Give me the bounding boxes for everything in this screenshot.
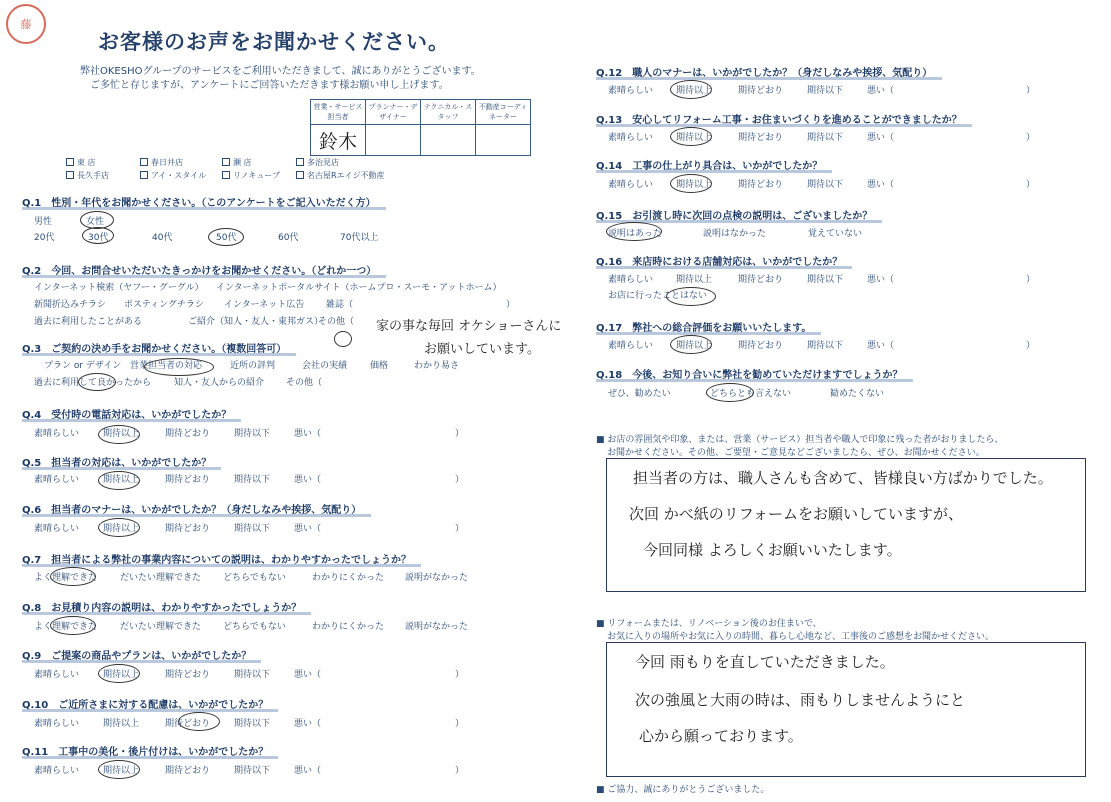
store-checkbox[interactable]: 多治見店 <box>296 157 339 168</box>
answer-option[interactable]: プラン or デザイン <box>44 361 122 371</box>
answer-option[interactable]: 40代 <box>152 233 173 243</box>
answer-option[interactable]: 30代 <box>88 233 109 243</box>
answer-option[interactable]: 男性 <box>34 217 53 227</box>
answer-option[interactable]: 期待以上 <box>103 719 140 729</box>
question-13: Q.13 安心してリフォーム工事・お住まいづくりを進めることができましたか？ <box>596 111 972 127</box>
selection-circle <box>670 335 712 354</box>
answer-option[interactable]: 期待どおり <box>738 86 784 96</box>
question-11: Q.11 工事中の美化・後片付けは、いかがでしたか？ <box>22 743 278 759</box>
question-1: Q.1 性別・年代をお聞かせください。（このアンケートをご記入いただく方） <box>22 194 386 210</box>
answer-option[interactable]: 会社の実績 <box>302 361 348 371</box>
selection-circle <box>606 222 662 241</box>
intro-line-2: ご多忙と存じますが、アンケートにご回答いただきます様お願い申し上げます。 <box>90 80 449 91</box>
answer-option[interactable]: 期待以下 <box>234 475 271 485</box>
answer-option[interactable]: 雑誌（ ） <box>326 300 516 310</box>
staff-table <box>310 99 531 156</box>
answer-option[interactable]: 悪い（ <box>294 524 322 534</box>
answer-option[interactable]: 期待以下 <box>234 670 271 680</box>
answer-option[interactable]: 過去に利用して良かったから <box>34 378 152 388</box>
answer-option[interactable]: 知人・友人からの紹介 <box>174 378 265 388</box>
selection-circle <box>50 567 96 586</box>
answer-option[interactable]: インターネット広告 <box>224 300 305 310</box>
answer-option[interactable]: インターネット検索（ヤフー・グーグル） <box>34 283 204 293</box>
question-8: Q.8 お見積り内容の説明は、わかりやすかったでしょうか？ <box>22 599 311 615</box>
answer-option[interactable]: 価格 <box>370 361 389 371</box>
answer-option[interactable]: 悪い（ <box>867 86 895 96</box>
question-5: Q.5 担当者の対応は、いかがでしたか？ <box>22 454 221 470</box>
answer-option[interactable]: 素晴らしい <box>34 429 80 439</box>
answer-option[interactable]: どちらでもない <box>223 622 286 632</box>
answer-option[interactable]: 期待以上 <box>676 86 713 96</box>
answer-option[interactable]: 悪い（ <box>294 719 322 729</box>
selection-circle <box>98 664 140 683</box>
question-6: Q.6 担当者のマナーは、いかがでしたか？（身だしなみや挨拶、気配り） <box>22 501 371 517</box>
answer-option[interactable]: 期待以下 <box>234 524 271 534</box>
answer-option[interactable]: ポスティングチラシ <box>124 300 204 310</box>
answer-option[interactable]: ぜひ、勧めたい <box>608 389 671 399</box>
question-16: Q.16 来店時における店舗対応は、いかがでしたか？ <box>596 253 852 269</box>
answer-option[interactable]: 営業担当者の対応 <box>130 361 203 371</box>
question-10: Q.10 ご近所さまに対する配慮は、いかがでしたか？ <box>22 696 278 712</box>
answer-option[interactable]: 期待以下 <box>807 180 844 190</box>
answer-option[interactable]: 悪い（ <box>294 670 322 680</box>
answer-option[interactable]: 50代 <box>216 233 237 243</box>
answer-option[interactable]: どちらとも言えない <box>710 389 792 399</box>
page-title: お客様のお声をお聞かせください。 <box>98 30 450 54</box>
answer-option[interactable]: だいたい理解できた <box>120 573 202 583</box>
checkbox-square[interactable] <box>66 158 74 166</box>
selection-circle <box>50 616 96 635</box>
answer-option[interactable]: ） <box>455 670 465 680</box>
answer-option[interactable]: 悪い（ <box>294 475 322 485</box>
comment1-prompt-line-2: お聞かせください。その他、ご要望・ご意見などございましたら、ぜひ、お聞かせください。 <box>607 448 985 458</box>
answer-option[interactable]: 女性 <box>86 217 105 227</box>
answer-option[interactable]: 素晴らしい <box>34 766 80 776</box>
answer-option[interactable]: 素晴らしい <box>608 86 654 96</box>
intro-line-1: 弊社OKESHOグループのサービスをご利用いただきまして、誠にありがとうございます。 <box>80 66 481 77</box>
answer-option[interactable]: 説明はなかった <box>703 229 767 239</box>
staff-name[interactable]: 鈴木 <box>311 125 366 156</box>
answer-option[interactable]: ） <box>455 475 465 485</box>
staff-header: 不動産コーディネーター <box>476 100 531 125</box>
question-3: Q.3 ご契約の決め手をお聞かせください。（複数回答可） <box>22 340 296 356</box>
comment2-prompt-line-2: お気に入りの場所やお気に入りの時間、暮らし心地など、工事後のご感想をお聞かせください。 <box>607 632 995 642</box>
checkbox-square[interactable] <box>140 171 148 179</box>
answer-option[interactable]: 素晴らしい <box>608 133 654 143</box>
answer-option[interactable]: ） <box>455 766 465 776</box>
selection-circle <box>334 331 352 347</box>
store-checkbox[interactable]: リノキューブ <box>222 170 280 181</box>
answer-option[interactable]: 期待どおり <box>738 133 784 143</box>
comment2-line-2: 次の強風と大雨の時は、雨もりしませんようにと <box>635 691 966 709</box>
thanks-text: ■ ご協力、誠にありがとうございました。 <box>596 785 770 795</box>
answer-option[interactable]: 期待どおり <box>165 475 211 485</box>
question-2: Q.2 今回、お問合せいただいたきっかけをお聞かせください。（どれか一つ） <box>22 262 386 278</box>
handwritten-q2-line-2: お願いしています。 <box>424 342 540 357</box>
selection-circle <box>82 227 114 244</box>
selection-circle <box>178 712 220 731</box>
answer-option[interactable]: 期待以上 <box>103 766 140 776</box>
answer-option[interactable]: 素晴らしい <box>34 670 80 680</box>
answer-option[interactable]: 期待どおり <box>738 341 784 351</box>
stamp-logo: 藤 <box>6 4 46 44</box>
answer-option[interactable]: その他（ <box>318 317 355 327</box>
selection-circle <box>98 471 140 490</box>
answer-option[interactable]: 期待以下 <box>807 341 844 351</box>
store-checkbox[interactable]: アイ・スタイル <box>140 170 206 181</box>
answer-option[interactable]: ） <box>1026 341 1036 351</box>
answer-option[interactable]: わかりにくかった <box>312 622 385 632</box>
answer-option[interactable]: 説明がなかった <box>405 573 469 583</box>
answer-option[interactable]: 期待以下 <box>234 719 271 729</box>
answer-option[interactable]: ） <box>1026 275 1036 285</box>
selection-circle <box>666 287 716 306</box>
answer-option[interactable]: 悪い（ <box>294 766 322 776</box>
answer-option[interactable]: 期待どおり <box>165 429 211 439</box>
comment2-line-3: 心から願っております。 <box>639 727 803 745</box>
answer-option[interactable]: 過去に利用したことがある <box>34 317 143 327</box>
answer-option[interactable]: 悪い（ <box>867 275 895 285</box>
answer-option[interactable]: 20代 <box>34 233 55 243</box>
answer-option[interactable]: 期待以上 <box>676 180 713 190</box>
selection-circle <box>670 127 712 146</box>
answer-option[interactable]: 期待以上 <box>103 475 140 485</box>
answer-option[interactable]: ） <box>455 524 465 534</box>
answer-option[interactable]: 悪い（ <box>867 180 895 190</box>
selection-circle <box>78 373 116 391</box>
checkbox-square[interactable] <box>296 158 304 166</box>
comment1-line-2: 次回 かべ紙のリフォームをお願いしていますが、 <box>629 505 964 523</box>
answer-option[interactable]: 期待以上 <box>103 670 140 680</box>
answer-option[interactable]: インターネットポータルサイト（ホームプロ・スーモ・アットホーム） <box>216 283 502 293</box>
checkbox-square[interactable] <box>66 171 74 179</box>
selection-circle <box>98 518 140 537</box>
question-4: Q.4 受付時の電話対応は、いかがでしたか？ <box>22 406 241 422</box>
staff-header: テクニカル・スタッフ <box>421 100 476 125</box>
answer-option[interactable]: 70代以上 <box>340 233 379 243</box>
question-7: Q.7 担当者による弊社の事業内容についての説明は、わかりやすかったでしょうか？ <box>22 551 421 567</box>
question-15: Q.15 お引渡し時に次回の点検の説明は、ございましたか？ <box>596 207 882 223</box>
answer-option[interactable]: わかりにくかった <box>312 573 385 583</box>
answer-option[interactable]: 期待どおり <box>738 275 784 285</box>
staff-name[interactable] <box>476 125 531 156</box>
answer-option[interactable]: 期待以上 <box>676 275 713 285</box>
staff-name[interactable] <box>421 125 476 156</box>
answer-option[interactable]: 新聞折込みチラシ <box>34 300 107 310</box>
answer-option[interactable]: 近所の評判 <box>230 361 276 371</box>
store-checkbox[interactable]: 長久手店 <box>66 170 109 181</box>
answer-option[interactable]: 期待どおり <box>738 180 784 190</box>
answer-option[interactable]: 期待以下 <box>234 429 271 439</box>
store-checkbox[interactable]: 春日井店 <box>140 157 183 168</box>
answer-option[interactable]: 素晴らしい <box>608 341 654 351</box>
handwritten-q2-line-1: 家の事な毎回 オケショーさんに <box>376 319 562 334</box>
answer-option[interactable]: 説明はあった <box>608 229 662 239</box>
checkbox-square[interactable] <box>140 158 148 166</box>
selection-circle <box>706 383 754 402</box>
answer-option[interactable]: 期待どおり <box>165 524 211 534</box>
checkbox-square[interactable] <box>222 158 230 166</box>
selection-circle <box>670 80 712 99</box>
store-checkbox[interactable]: 東 店 <box>66 157 96 168</box>
comment1-box[interactable] <box>606 458 1086 592</box>
answer-option[interactable]: 期待どおり <box>165 719 211 729</box>
staff-name[interactable] <box>366 125 421 156</box>
answer-option[interactable]: その他（ <box>286 378 323 388</box>
selection-circle <box>670 174 712 193</box>
question-18: Q.18 今後、お知り合いに弊社を勧めていただけますでしょうか？ <box>596 366 913 382</box>
answer-option[interactable]: お店に行ったことはない <box>608 291 708 301</box>
answer-option[interactable]: わかり易さ <box>414 361 460 371</box>
comment1-line-1: 担当者の方は、職人さんも含めて、皆様良い方ばかりでした。 <box>633 469 1053 487</box>
answer-option[interactable]: 期待以下 <box>234 766 271 776</box>
comment1-prompt-line-1: ■ お店の雰囲気や印象、または、営業（サービス）担当者や職人で印象に残った者がおりましたら、 <box>596 435 1004 445</box>
comment1-line-3: 今回同様 よろしくお願いいたします。 <box>643 541 902 559</box>
answer-option[interactable]: 期待以上 <box>103 524 140 534</box>
answer-option[interactable]: 期待以上 <box>676 133 713 143</box>
answer-option[interactable]: ） <box>1026 133 1036 143</box>
answer-option[interactable]: 悪い（ <box>294 429 322 439</box>
answer-option[interactable]: 素晴らしい <box>34 475 80 485</box>
answer-option[interactable]: ） <box>1026 180 1036 190</box>
answer-option[interactable]: ご紹介（知人・友人・東邦ガス） <box>188 317 324 327</box>
answer-option[interactable]: ） <box>455 719 465 729</box>
checkbox-square[interactable] <box>222 171 230 179</box>
answer-option[interactable]: 期待以上 <box>676 341 713 351</box>
selection-circle <box>98 425 140 444</box>
answer-option[interactable]: 期待以下 <box>807 133 844 143</box>
answer-option[interactable]: 素晴らしい <box>608 275 654 285</box>
answer-option[interactable]: ） <box>455 429 465 439</box>
checkbox-square[interactable] <box>296 171 304 179</box>
question-12: Q.12 職人のマナーは、いかがでしたか？（身だしなみや挨拶、気配り） <box>596 64 942 80</box>
store-checkbox[interactable]: 瀬 店 <box>222 157 252 168</box>
answer-option[interactable]: 素晴らしい <box>34 524 80 534</box>
answer-option[interactable]: 素晴らしい <box>608 180 654 190</box>
answer-option[interactable]: どちらでもない <box>223 573 286 583</box>
answer-option[interactable]: 60代 <box>278 233 299 243</box>
answer-option[interactable]: 期待以上 <box>103 429 140 439</box>
selection-circle <box>144 358 214 376</box>
answer-option[interactable]: 期待どおり <box>165 670 211 680</box>
answer-option[interactable]: 期待以下 <box>807 86 844 96</box>
answer-option[interactable]: 期待以下 <box>807 275 844 285</box>
comment2-prompt-line-1: ■ リフォームまたは、リノベーション後のお住まいで、 <box>596 619 822 629</box>
answer-option[interactable]: ） <box>1026 86 1036 96</box>
selection-circle <box>208 228 244 246</box>
question-17: Q.17 弊社への総合評価をお願いいたします。 <box>596 319 821 335</box>
answer-option[interactable]: よく理解できた <box>34 573 98 583</box>
store-checkbox[interactable]: 名古屋Rエイジ不動産 <box>296 170 385 181</box>
staff-header: プランナー・デザイナー <box>366 100 421 125</box>
comment2-line-1: 今回 雨もりを直していただきました。 <box>635 653 895 671</box>
answer-option[interactable]: だいたい理解できた <box>120 622 202 632</box>
selection-circle <box>98 760 140 779</box>
answer-option[interactable]: 勧めたくない <box>830 389 885 399</box>
staff-header: 営業・サービス担当者 <box>311 100 366 125</box>
question-14: Q.14 工事の仕上がり具合は、いかがでしたか？ <box>596 157 832 173</box>
answer-option[interactable]: 期待どおり <box>165 766 211 776</box>
answer-option[interactable]: 悪い（ <box>867 133 895 143</box>
answer-option[interactable]: 素晴らしい <box>34 719 80 729</box>
answer-option[interactable]: 悪い（ <box>867 341 895 351</box>
answer-option[interactable]: 説明がなかった <box>405 622 469 632</box>
question-9: Q.9 ご提案の商品やプランは、いかがでしたか？ <box>22 647 261 663</box>
answer-option[interactable]: よく理解できた <box>34 622 98 632</box>
answer-option[interactable]: 覚えていない <box>808 229 863 239</box>
comment2-box[interactable] <box>606 642 1086 777</box>
